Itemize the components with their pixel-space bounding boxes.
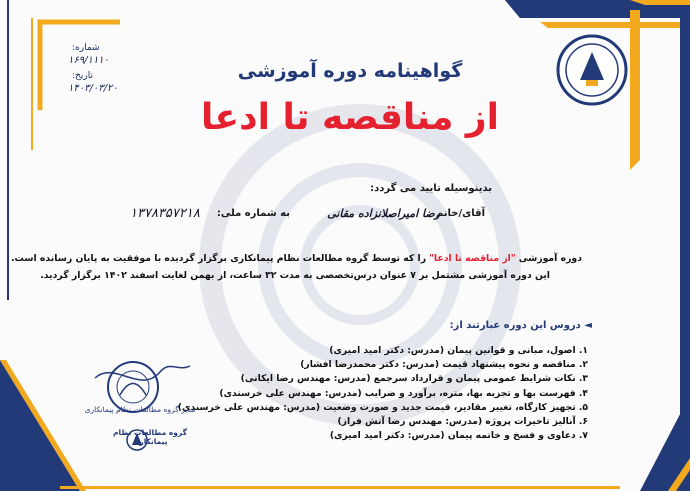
national-id-label: به شماره ملی:	[216, 208, 290, 219]
list-item: ۱. اصول، مبانی و قوانین پیمان (مدرس: دکتر امید امیری)	[329, 345, 588, 356]
institution-logo	[558, 36, 626, 104]
national-id-value: ۱۳۷۸۳۵۷۲۱۸	[130, 206, 200, 221]
courses-list	[178, 344, 588, 443]
list-item: ۵. تجهیز کارگاه، تغییر مقادیر، قیمت جدید و صورت وضعیت (مدرس: مهندس علی خرسندی)	[177, 401, 588, 413]
number-label: شماره:	[72, 43, 100, 53]
paragraph-suffix: را که توسط گروه مطالعات نظام پیمانکاری برگزار گردیده با موفقیت به پایان رسانده است.	[10, 253, 427, 264]
paragraph-line-1	[11, 253, 582, 264]
list-item: ۶. آنالیز تاخیرات پروژه (مدرس: مهندس رضا آتش فراز)	[337, 416, 588, 428]
course-title: از مناقصه تا ادعا	[200, 97, 499, 138]
date-label: تاریخ:	[72, 71, 93, 81]
list-item: ۲. مناقصه و نحوه پیشنهاد قیمت (مدرس: دکتر محمدرضا افشار)	[300, 359, 588, 371]
header-title: گواهینامه دوره آموزشی	[237, 60, 463, 82]
courses-heading	[450, 320, 592, 331]
list-item: ۴. فهرست بها و تجزیه بها، متره، برآورد و ضرایب (مدرس: مهندس علی خرسندی)	[219, 387, 588, 399]
confirm-text: بدینوسیله تایید می گردد:	[370, 183, 492, 194]
number-value: ۱۶۹/۱۱۱۰	[68, 55, 109, 66]
paragraph-course-name: "از مناقصه تا ادعا"	[429, 253, 516, 264]
courses-heading-text: دروس این دوره عبارتند از:	[449, 320, 581, 331]
paragraph-prefix: دوره آموزشی	[518, 253, 582, 264]
list-item: ۳. نکات شرایط عمومی پیمان و قرارداد سرجمع (مدرس: مهندس رضا ایکانی)	[240, 373, 588, 385]
date-value: ۱۴۰۳/۰۳/۲۰	[68, 83, 118, 94]
stamp-text: گروه مطالعات نظام پیمانکاری	[113, 428, 187, 446]
paragraph-line-2: این دوره آموزشی مشتمل بر ۷ عنوان درس‌تخصصی به مدت ۳۲ ساعت، از بهمن لغایت اسفند ۱۴۰۲ برگزار گردید.	[40, 270, 550, 281]
signer-title: مدیر گروه مطالعات نظام پیمانکاری	[84, 405, 196, 414]
list-item: ۷. دعاوی و فسخ و خاتمه پیمان (مدرس: دکتر امید امیری)	[329, 430, 588, 442]
top-right-band	[505, 0, 690, 28]
recipient-name: رضا امیراصلانزاده مقانی	[327, 207, 440, 220]
mr-mrs-label: آقای/خانم	[435, 208, 485, 219]
bullet-arrow-icon: ◄	[584, 320, 592, 331]
